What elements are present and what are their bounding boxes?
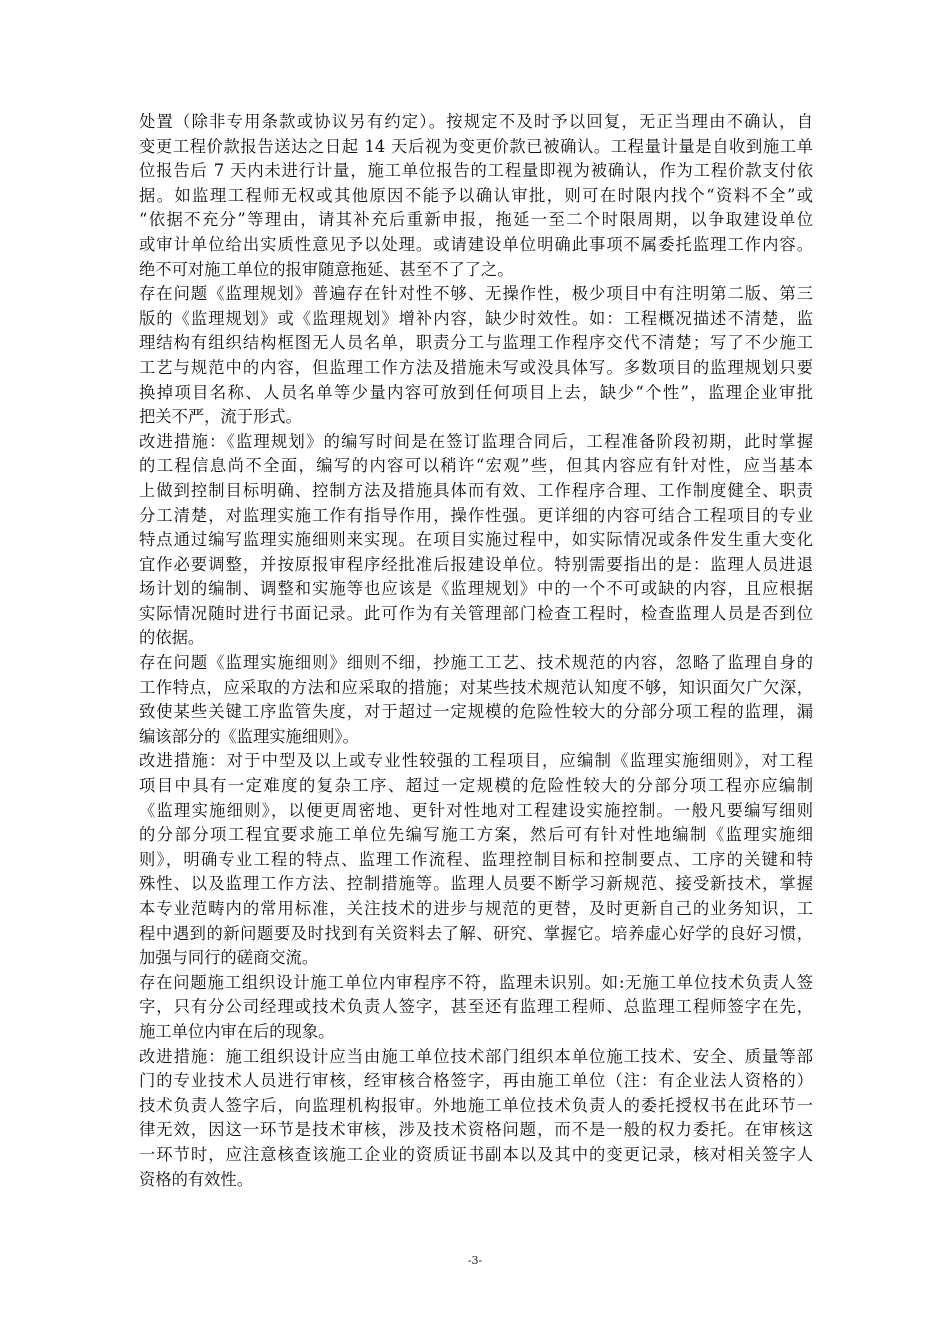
page-number: -3- [467,1254,483,1267]
text-line: 编该部分的《监理实施细则》。 [139,726,359,746]
text-line: 存在问题《监理规划》普遍存在针对性不够、无操作性，极少项目中有注明第二版、第三 [139,284,813,304]
text-line: 理结构有组织结构框图无人员名单，职责分工与监理工作程序交代不清楚；写了不少施工 [139,333,813,353]
text-line: 实际情况随时进行书面记录。此可作为有关管理部门检查工程时，检查监理人员是否到位 [139,603,813,623]
text-line: 改进措施：《监理规划》的编写时间是在签订监理合同后，工程准备阶段初期，此时掌握 [139,431,813,451]
text-line: 改进措施：施工组织设计应当由施工单位技术部门组织本单位施工技术、安全、质量等部 [139,1046,813,1066]
text-line: 把关不严，流于形式。 [139,407,302,427]
text-line: “依据不充分”等理由，请其补充后重新申报，拖延一至二个时限周期，以争取建设单位 [139,210,813,230]
text-line: 存在问题《监理实施细则》细则不细，抄施工工艺、技术规范的内容，忽略了监理自身的 [139,653,813,673]
text-line: 变更工程价款报告送达之日起 14 天后视为变更价款已被确认。工程量计量是自收到施工单 [139,136,813,156]
text-line: 工艺与规范中的内容，但监理工作方法及措施未写或没具体写。多数项目的监理规划只要 [139,357,813,377]
text-line: 绝不可对施工单位的报审随意拖延、甚至不了了之。 [139,259,514,279]
text-line: 换掉项目名称、人员名单等少量内容可放到任何项目上去，缺少“个性”，监理企业审批 [139,382,813,402]
text-line: 程中遇到的新问题要及时找到有关资料去了解、研究、掌握它。培养虚心好学的良好习惯， [139,923,813,943]
text-line: 的分部分项工程宜要求施工单位先编写施工方案，然后可有针对性地编制《监理实施细 [139,825,813,845]
text-line: 宜作必要调整，并按原报审程序经批准后报建设单位。特别需要指出的是：监理人员进退 [139,554,813,574]
text-line: 的依据。 [139,628,205,648]
text-line: 一环节时，应注意核查该施工企业的资质证书副本以及其中的变更记录，核对相关签字人 [139,1144,813,1164]
text-line: 改进措施：对于中型及以上或专业性较强的工程项目，应编制《监理实施细则》，对工程 [139,751,813,771]
text-line: 分工清楚，对监理实施工作有指导作用，操作性强。更详细的内容可结合工程项目的专业 [139,505,813,525]
text-line: 或审计单位给出实质性意见予以处理。或请建设单位明确此事项不属委托监理工作内容。 [139,234,813,254]
text-line: 的工程信息尚不全面，编写的内容可以稍许“宏观”些，但其内容应有针对性，应当基本 [139,456,813,476]
text-line: 位报告后 7 天内未进行计量，施工单位报告的工程量即视为被确认，作为工程价款支付依 [139,161,813,181]
text-line: 据。如监理工程师无权或其他原因不能予以确认审批，则可在时限内找个“资料不全”或 [139,185,813,205]
text-line: 《监理实施细则》，以便更周密地、更针对性地对工程建设实施控制。一般凡要编写细则 [139,800,813,820]
text-line: 上做到控制目标明确、控制方法及措施具体而有效、工作程序合理、工作制度健全、职责 [139,480,813,500]
text-line: 版的《监理规划》或《监理规划》增补内容，缺少时效性。如：工程概况描述不清楚，监 [139,308,813,328]
text-line: 字，只有分公司经理或技术负责人签字，甚至还有监理工程师、总监理工程师签字在先， [139,997,813,1017]
text-line: 技术负责人签字后，向监理机构报审。外地施工单位技术负责人的委托授权书在此环节一 [139,1095,813,1115]
text-line: 本专业范畴内的常用标准，关注技术的进步与规范的更替，及时更新自己的业务知识，工 [139,899,813,918]
text-line: 工作特点，应采取的方法和应采取的措施；对某些技术规范认知度不够，知识面欠广欠深， [139,677,813,697]
text-line: 加强与同行的磋商交流。 [139,948,319,968]
text-line: 存在问题施工组织设计施工单位内审程序不符，监理未识别。如:无施工单位技术负责人签 [139,972,813,992]
text-line: 施工单位内审在后的现象。 [139,1021,335,1041]
text-line: 门的专业技术人员进行审核，经审核合格签字，再由施工单位（注：有企业法人资格的） [139,1071,813,1091]
text-line: 处置（除非专用条款或协议另有约定）。按规定不及时予以回复，无正当理由不确认，自 [139,112,813,131]
text-line: 致使某些关键工序监管失度，对于超过一定规模的危险性较大的分部分项工程的监理，漏 [139,702,813,722]
text-line: 场计划的编制、调整和实施等也应该是《监理规划》中的一个不可或缺的内容，且应根据 [139,579,813,599]
text-line: 特点通过编写监理实施细则来实现。在项目实施过程中，如实际情况或条件发生重大变化 [139,530,813,550]
text-line: 则》，明确专业工程的特点、监理工作流程、监理控制目标和控制要点、工序的关键和特 [139,849,813,869]
text-line: 律无效，因这一环节是技术审核，涉及技术资格问题，而不是一般的权力委托。在审核这 [139,1120,813,1140]
text-line: 殊性、以及监理工作方法、控制措施等。监理人员要不断学习新规范、接受新技术，掌握 [139,874,813,894]
text-line: 项目中具有一定难度的复杂工序、超过一定规模的危险性较大的分部分项工程亦应编制 [139,776,813,796]
body-text [139,110,813,1192]
text-line: 资格的有效性。 [139,1169,253,1189]
